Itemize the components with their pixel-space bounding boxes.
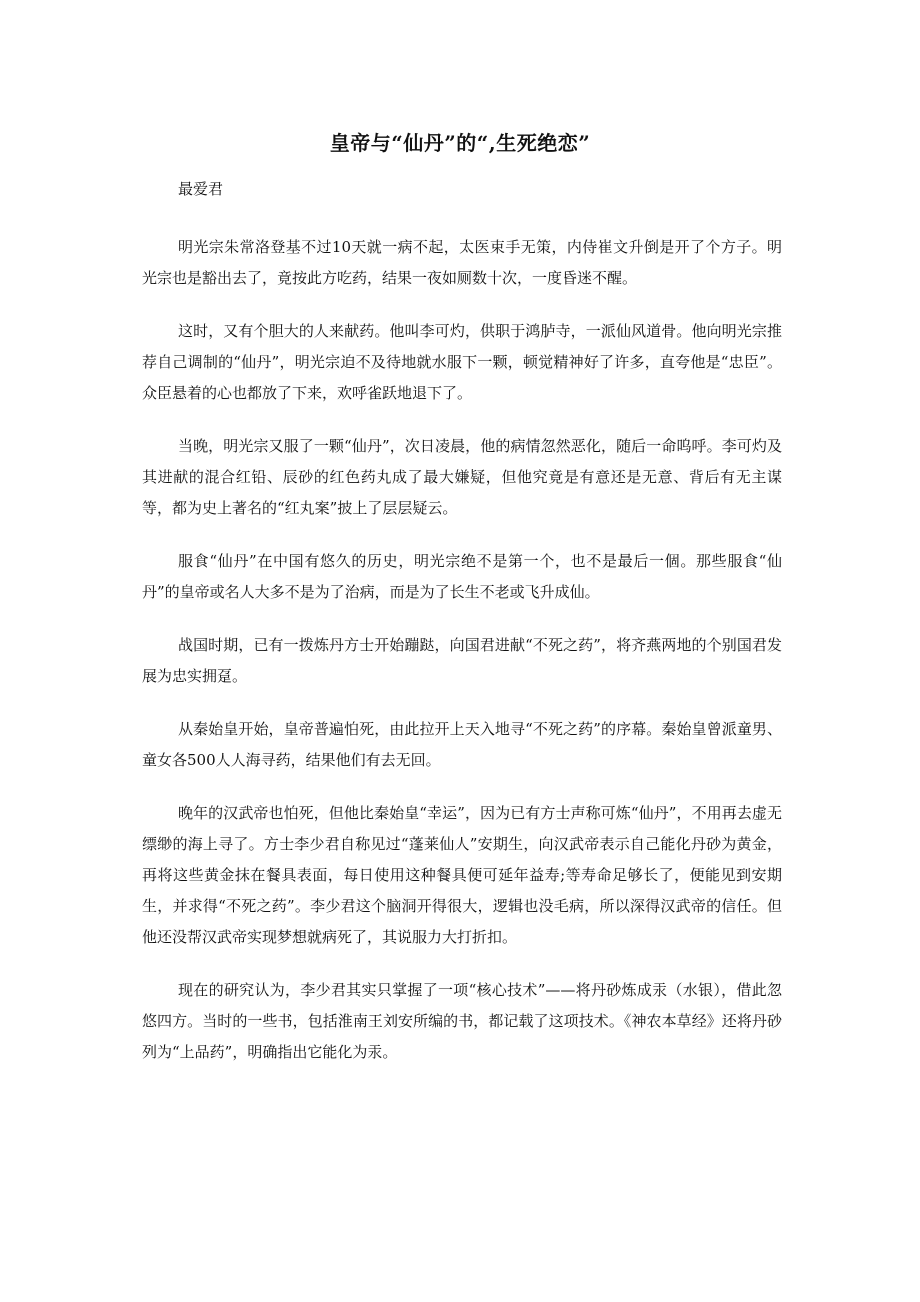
paragraph: 服食“仙丹”在中国有悠久的历史，明光宗绝不是第一个，也不是最后一個。那些服食“仙丹”的皇帝或名人大多不是为了治病，而是为了长生不老或飞升成仙。 xyxy=(142,552,782,601)
document-title: 皇帝与“仙丹”的“,生死绝恋” xyxy=(329,131,591,155)
document-body xyxy=(142,232,782,1090)
document-author: 最爱君 xyxy=(178,180,224,198)
paragraph: 晚年的汉武帝也怕死，但他比秦始皇“幸运”，因为已有方士声称可炼“仙丹”，不用再去虚无缥缈的海上寻了。方士李少君自称见过“蓬莱仙人”安期生，向汉武帝表示自己能化丹砂为黄金，再将这些黄金抹在餐具表面，每日使用这种餐具便可延年益寿;等寿命足够长了，便能见到安期生，并求得“不死之药”。李少君这个脑洞开得很大，逻辑也没毛病，所以深得汉武帝的信任。但他还没帮汉武帝实现梦想就病死了，其说服力大打折扣。 xyxy=(142,804,782,946)
paragraph: 从秦始皇开始，皇帝普遍怕死，由此拉开上天入地寻“不死之药”的序幕。秦始皇曾派童男、童女各500人人海寻药，结果他们有去无回。 xyxy=(142,720,782,769)
paragraph: 这时，又有个胆大的人来献药。他叫李可灼，供职于鸿胪寺，一派仙风道骨。他向明光宗推荐自己调制的“仙丹”，明光宗迫不及待地就水服下一颗，顿觉精神好了许多，直夸他是“忠臣”。众臣悬着的心也都放了下来，欢呼雀跃地退下了。 xyxy=(142,322,782,402)
paragraph: 当晚，明光宗又服了一颗“仙丹”，次日凌晨，他的病情忽然恶化，随后一命呜呼。李可灼及其进献的混合红铅、辰砂的红色药丸成了最大嫌疑，但他究竟是有意还是无意、背后有无主谋等，都为史上著名的“红丸案”披上了层层疑云。 xyxy=(142,437,782,517)
paragraph: 战国时期，已有一拨炼丹方士开始蹦跶，向国君进献“不死之药”，将齐燕两地的个别国君发展为忠实拥趸。 xyxy=(142,636,782,685)
paragraph: 现在的研究认为，李少君其实只掌握了一项“核心技术”——将丹砂炼成汞（水银），借此忽悠四方。当时的一些书，包括淮南王刘安所编的书，都记载了这项技术。《神农本草经》还将丹砂列为“上品药”，明确指出它能化为汞。 xyxy=(142,981,782,1061)
paragraph: 明光宗朱常洛登基不过10天就一病不起，太医束手无策，内侍崔文升倒是开了个方子。明光宗也是豁出去了，竟按此方吃药，结果一夜如厕数十次，一度昏迷不醒。 xyxy=(142,238,782,287)
